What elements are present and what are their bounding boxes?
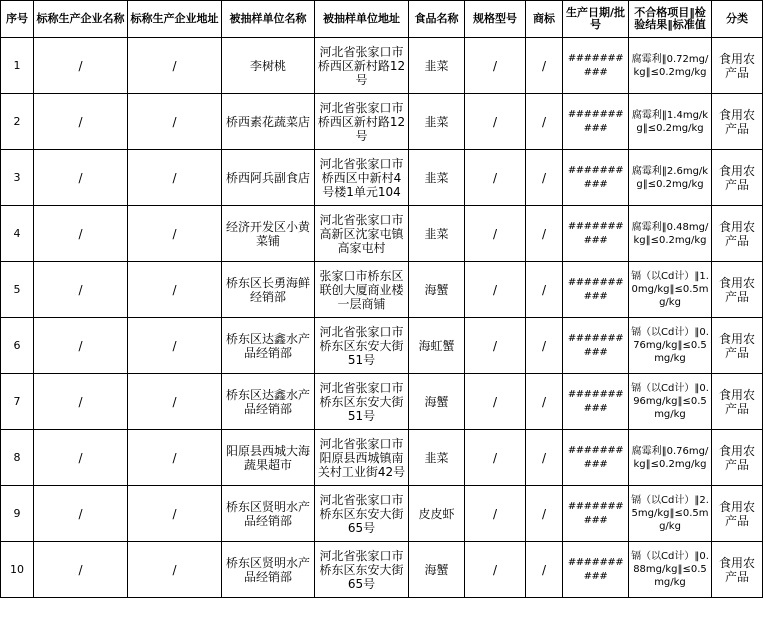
- mfr-addr-cell: /: [128, 206, 222, 262]
- spec-cell: /: [465, 262, 526, 318]
- table-row: [1, 374, 763, 430]
- spec-cell: /: [465, 38, 526, 94]
- spec-cell: /: [465, 94, 526, 150]
- result-cell: 腐霉利‖2.6mg/kg‖≤0.2mg/kg: [629, 150, 712, 206]
- unit-name-cell: 李树桃: [222, 38, 315, 94]
- mfr-addr-cell: /: [128, 94, 222, 150]
- table-row: [1, 542, 763, 598]
- header-spec: 规格型号: [465, 1, 526, 38]
- result-cell: 腐霉利‖0.48mg/kg‖≤0.2mg/kg: [629, 206, 712, 262]
- mfr-name-cell: /: [34, 262, 128, 318]
- seq-cell: 9: [1, 486, 34, 542]
- spec-cell: /: [465, 542, 526, 598]
- result-cell: 镉（以Cd计）‖2.5mg/kg‖≤0.5mg/kg: [629, 486, 712, 542]
- table-row: [1, 486, 763, 542]
- brand-cell: /: [526, 430, 563, 486]
- date-cell: ##########: [563, 486, 629, 542]
- table-row: [1, 318, 763, 374]
- unit-addr-cell: 河北省张家口市桥西区新村路12号: [315, 94, 409, 150]
- mfr-addr-cell: /: [128, 318, 222, 374]
- result-cell: 腐霉利‖0.72mg/kg‖≤0.2mg/kg: [629, 38, 712, 94]
- mfr-name-cell: /: [34, 206, 128, 262]
- mfr-name-cell: /: [34, 150, 128, 206]
- seq-cell: 5: [1, 262, 34, 318]
- header-seq: 序号: [1, 1, 34, 38]
- category-cell: 食用农产品: [712, 318, 763, 374]
- header-date: 生产日期/批号: [563, 1, 629, 38]
- category-cell: 食用农产品: [712, 150, 763, 206]
- unit-addr-cell: 河北省张家口市桥东区东安大街65号: [315, 486, 409, 542]
- category-cell: 食用农产品: [712, 542, 763, 598]
- seq-cell: 6: [1, 318, 34, 374]
- unit-name-cell: 阳原县西城大海蔬果超市: [222, 430, 315, 486]
- header-mfr-addr: 标称生产企业地址: [128, 1, 222, 38]
- mfr-name-cell: /: [34, 38, 128, 94]
- mfr-addr-cell: /: [128, 38, 222, 94]
- header-category: 分类: [712, 1, 763, 38]
- food-cell: 海蟹: [409, 262, 465, 318]
- spec-cell: /: [465, 206, 526, 262]
- date-cell: ##########: [563, 430, 629, 486]
- food-cell: 海虹蟹: [409, 318, 465, 374]
- unit-addr-cell: 河北省张家口市桥西区新村路12号: [315, 38, 409, 94]
- category-cell: 食用农产品: [712, 262, 763, 318]
- spec-cell: /: [465, 150, 526, 206]
- category-cell: 食用农产品: [712, 206, 763, 262]
- result-cell: 镉（以Cd计）‖0.96mg/kg‖≤0.5mg/kg: [629, 374, 712, 430]
- unit-addr-cell: 张家口市桥东区联创大厦商业楼一层商铺: [315, 262, 409, 318]
- unit-name-cell: 桥东区长勇海鲜经销部: [222, 262, 315, 318]
- category-cell: 食用农产品: [712, 94, 763, 150]
- date-cell: ##########: [563, 318, 629, 374]
- seq-cell: 1: [1, 38, 34, 94]
- food-cell: 韭菜: [409, 150, 465, 206]
- header-food: 食品名称: [409, 1, 465, 38]
- brand-cell: /: [526, 374, 563, 430]
- unit-name-cell: 桥西素花蔬菜店: [222, 94, 315, 150]
- unit-name-cell: 桥东区达鑫水产品经销部: [222, 318, 315, 374]
- date-cell: ##########: [563, 542, 629, 598]
- food-cell: 皮皮虾: [409, 486, 465, 542]
- mfr-name-cell: /: [34, 318, 128, 374]
- result-cell: 镉（以Cd计）‖1.0mg/kg‖≤0.5mg/kg: [629, 262, 712, 318]
- unit-name-cell: 桥西阿兵副食店: [222, 150, 315, 206]
- category-cell: 食用农产品: [712, 486, 763, 542]
- unit-name-cell: 桥东区贤明水产品经销部: [222, 486, 315, 542]
- table-row: [1, 38, 763, 94]
- mfr-name-cell: /: [34, 374, 128, 430]
- food-cell: 海蟹: [409, 542, 465, 598]
- brand-cell: /: [526, 318, 563, 374]
- food-cell: 韭菜: [409, 94, 465, 150]
- date-cell: ##########: [563, 262, 629, 318]
- mfr-addr-cell: /: [128, 430, 222, 486]
- header-unit-name: 被抽样单位名称: [222, 1, 315, 38]
- unit-name-cell: 桥东区贤明水产品经销部: [222, 542, 315, 598]
- header-brand: 商标: [526, 1, 563, 38]
- table-row: [1, 150, 763, 206]
- brand-cell: /: [526, 150, 563, 206]
- food-cell: 韭菜: [409, 38, 465, 94]
- result-cell: 腐霉利‖0.76mg/kg‖≤0.2mg/kg: [629, 430, 712, 486]
- result-cell: 镉（以Cd计）‖0.88mg/kg‖≤0.5mg/kg: [629, 542, 712, 598]
- food-cell: 韭菜: [409, 206, 465, 262]
- mfr-name-cell: /: [34, 94, 128, 150]
- table-row: [1, 206, 763, 262]
- unit-addr-cell: 河北省张家口市桥东区东安大街51号: [315, 318, 409, 374]
- brand-cell: /: [526, 262, 563, 318]
- mfr-addr-cell: /: [128, 486, 222, 542]
- brand-cell: /: [526, 486, 563, 542]
- unit-addr-cell: 河北省张家口市桥西区中新村4号楼1单元104: [315, 150, 409, 206]
- food-cell: 韭菜: [409, 430, 465, 486]
- mfr-addr-cell: /: [128, 542, 222, 598]
- result-cell: 腐霉利‖1.4mg/kg‖≤0.2mg/kg: [629, 94, 712, 150]
- category-cell: 食用农产品: [712, 38, 763, 94]
- date-cell: ##########: [563, 206, 629, 262]
- seq-cell: 3: [1, 150, 34, 206]
- seq-cell: 7: [1, 374, 34, 430]
- mfr-addr-cell: /: [128, 150, 222, 206]
- table-row: [1, 94, 763, 150]
- result-cell: 镉（以Cd计）‖0.76mg/kg‖≤0.5mg/kg: [629, 318, 712, 374]
- mfr-name-cell: /: [34, 486, 128, 542]
- spec-cell: /: [465, 430, 526, 486]
- date-cell: ##########: [563, 374, 629, 430]
- unit-addr-cell: 河北省张家口市桥东区东安大街51号: [315, 374, 409, 430]
- date-cell: ##########: [563, 150, 629, 206]
- date-cell: ##########: [563, 38, 629, 94]
- spec-cell: /: [465, 374, 526, 430]
- mfr-addr-cell: /: [128, 374, 222, 430]
- brand-cell: /: [526, 38, 563, 94]
- seq-cell: 4: [1, 206, 34, 262]
- date-cell: ##########: [563, 94, 629, 150]
- spec-cell: /: [465, 318, 526, 374]
- unit-name-cell: 经济开发区小黄菜铺: [222, 206, 315, 262]
- unit-addr-cell: 河北省张家口市阳原县西城镇南关村工业街42号: [315, 430, 409, 486]
- mfr-addr-cell: /: [128, 262, 222, 318]
- mfr-name-cell: /: [34, 430, 128, 486]
- header-row: [1, 1, 763, 38]
- category-cell: 食用农产品: [712, 430, 763, 486]
- spec-cell: /: [465, 486, 526, 542]
- unit-addr-cell: 河北省张家口市高新区沈家屯镇高家屯村: [315, 206, 409, 262]
- brand-cell: /: [526, 206, 563, 262]
- seq-cell: 10: [1, 542, 34, 598]
- table-row: [1, 430, 763, 486]
- unit-addr-cell: 河北省张家口市桥东区东安大街65号: [315, 542, 409, 598]
- seq-cell: 8: [1, 430, 34, 486]
- seq-cell: 2: [1, 94, 34, 150]
- unit-name-cell: 桥东区达鑫水产品经销部: [222, 374, 315, 430]
- category-cell: 食用农产品: [712, 374, 763, 430]
- brand-cell: /: [526, 94, 563, 150]
- brand-cell: /: [526, 542, 563, 598]
- food-cell: 海蟹: [409, 374, 465, 430]
- header-mfr-name: 标称生产企业名称: [34, 1, 128, 38]
- header-result: 不合格项目‖检验结果‖标准值: [629, 1, 712, 38]
- mfr-name-cell: /: [34, 542, 128, 598]
- header-unit-addr: 被抽样单位地址: [315, 1, 409, 38]
- table-row: [1, 262, 763, 318]
